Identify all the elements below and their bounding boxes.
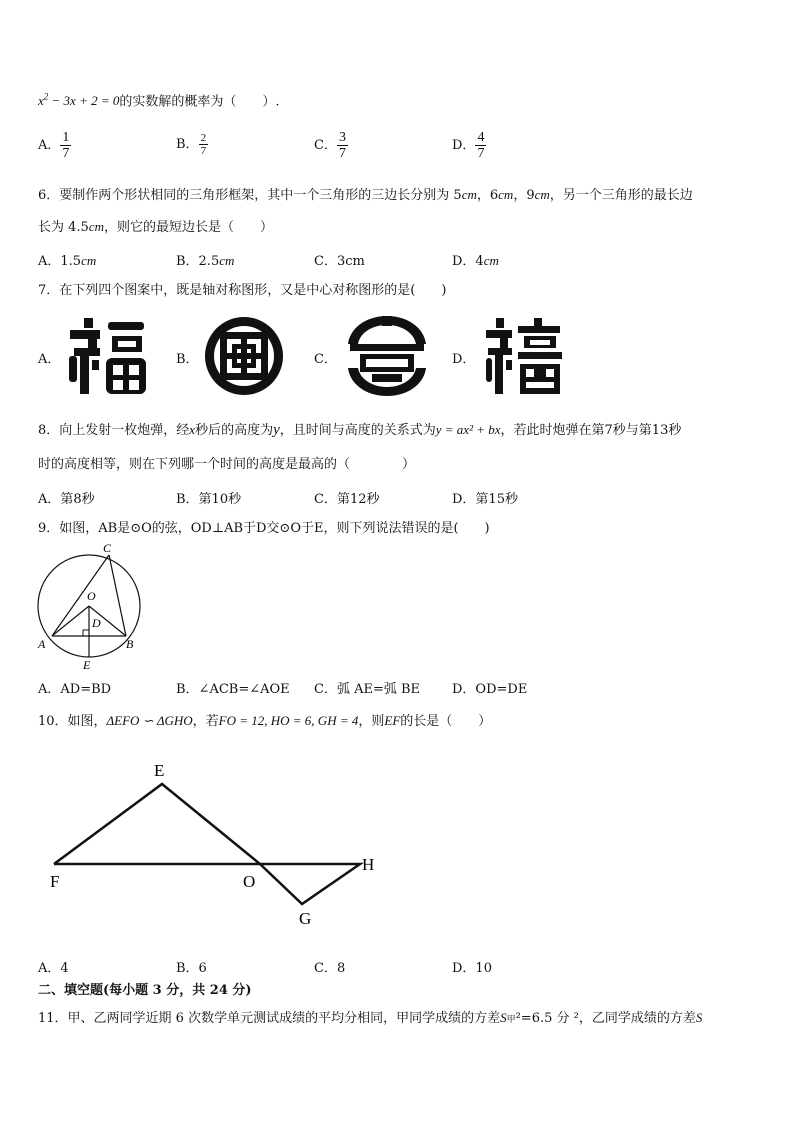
q9-label-o: O — [87, 589, 96, 603]
round-seal-icon — [204, 316, 284, 396]
q8-line-1: 8．向上发射一枚炮弹，经x秒后的高度为y，且时间与高度的关系式为y = ax² + bx，若此时炮弹在第7秒与第13秒 — [38, 422, 682, 438]
q6-option-d: D．4cm — [452, 253, 499, 269]
q10-label-h: H — [362, 855, 375, 874]
q5-equation: $x^2 - 3x + 2 = 0$ — [38, 92, 120, 109]
q7-option-c-label: C． — [314, 352, 337, 367]
q8-formula: y = ax² + bx — [435, 422, 501, 437]
q5-stem-tail: 的实数解的概率为（ ）. — [119, 94, 280, 110]
q10-given: FO = 12, HO = 6, GH = 4 — [218, 713, 359, 728]
q10-label-e: E — [154, 761, 165, 780]
q10-option-b: B．6 — [176, 961, 207, 976]
q10-triangles-figure — [40, 756, 400, 936]
q10-similar: ΔEFO ∽ ΔGHO — [106, 713, 193, 728]
q9-option-a: A．AD=BD — [38, 682, 112, 697]
q7-option-a-label: A． — [38, 352, 61, 367]
q9-label-d: D — [92, 616, 101, 630]
q9-label-a: A — [38, 637, 46, 651]
q11-line-1: 11．甲、乙两同学近期 6 次数学单元测试成绩的平均分相同，甲同学成绩的方差S甲²=6.5 分 ²，乙同学成绩的方差S — [38, 1010, 703, 1026]
q8-option-d: D．第15秒 — [452, 492, 518, 507]
q9-circle-figure — [30, 538, 150, 672]
q9-label-c: C — [103, 541, 112, 555]
q9-option-b: B．∠ACB=∠AOE — [176, 682, 290, 697]
q7-option-d-label: D． — [452, 352, 476, 367]
xi-emblem-icon — [484, 316, 566, 396]
q8-option-a: A．第8秒 — [38, 492, 95, 507]
q8-line-2: 时的高度相等，则在下列哪一个时间的高度是最高的（ ） — [38, 457, 416, 472]
q6-option-b: B．2.5cm — [176, 253, 235, 269]
q10-option-a: A．4 — [38, 961, 69, 976]
q7-stem: 7．在下列四个图案中，既是轴对称图形，又是中心对称图形的是( ) — [38, 283, 447, 298]
q6-line-2: 长为 4.5cm，则它的最短边长是（ ） — [38, 219, 273, 235]
q5-stem — [38, 88, 280, 111]
q5-option-a: A． $\frac{1}{7}$ — [38, 130, 70, 161]
q9-option-c: C．弧 AE=弧 BE — [314, 682, 421, 697]
q9-label-e: E — [83, 658, 91, 672]
q5-option-d: D． $\frac{4}{7}$ — [452, 130, 485, 161]
q10-label-o: O — [243, 872, 256, 891]
q7-option-b-label: B． — [176, 352, 199, 367]
q8-option-c: C．第12秒 — [314, 492, 380, 507]
q10-label-g: G — [299, 909, 312, 928]
q6-line-1: 6．要制作两个形状相同的三角形框架，其中一个三角形的三边长分别为 5cm，6cm，9cm，另一个三角形的最长边 — [38, 187, 693, 203]
q10-option-c: C．8 — [314, 961, 346, 976]
q6-option-c: C．3cm — [314, 254, 365, 269]
q9-stem: 9．如图，AB是⊙O的弦，OD⊥AB于D交⊙O于E，则下列说法错误的是( ) — [38, 521, 490, 536]
q8-option-b: B．第10秒 — [176, 492, 242, 507]
q6-option-a: A．1.5cm — [38, 253, 97, 269]
q10-stem: 10．如图，ΔEFO ∽ ΔGHO，若FO = 12, HO = 6, GH = 4，则EF的长是（ ） — [38, 713, 492, 729]
shou-emblem-icon — [344, 314, 430, 398]
q5-option-c: C． $\frac{3}{7}$ — [314, 130, 346, 161]
fu-emblem-icon — [66, 316, 152, 396]
q10-option-d: D．10 — [452, 961, 492, 976]
q9-option-d: D．OD=DE — [452, 682, 528, 697]
q10-label-f: F — [50, 872, 60, 891]
q5-option-b: B． $\frac{2}{7}$ — [176, 132, 207, 157]
q9-label-b: B — [126, 637, 134, 651]
section-2-heading: 二、填空题(每小题 3 分，共 24 分) — [38, 983, 252, 998]
